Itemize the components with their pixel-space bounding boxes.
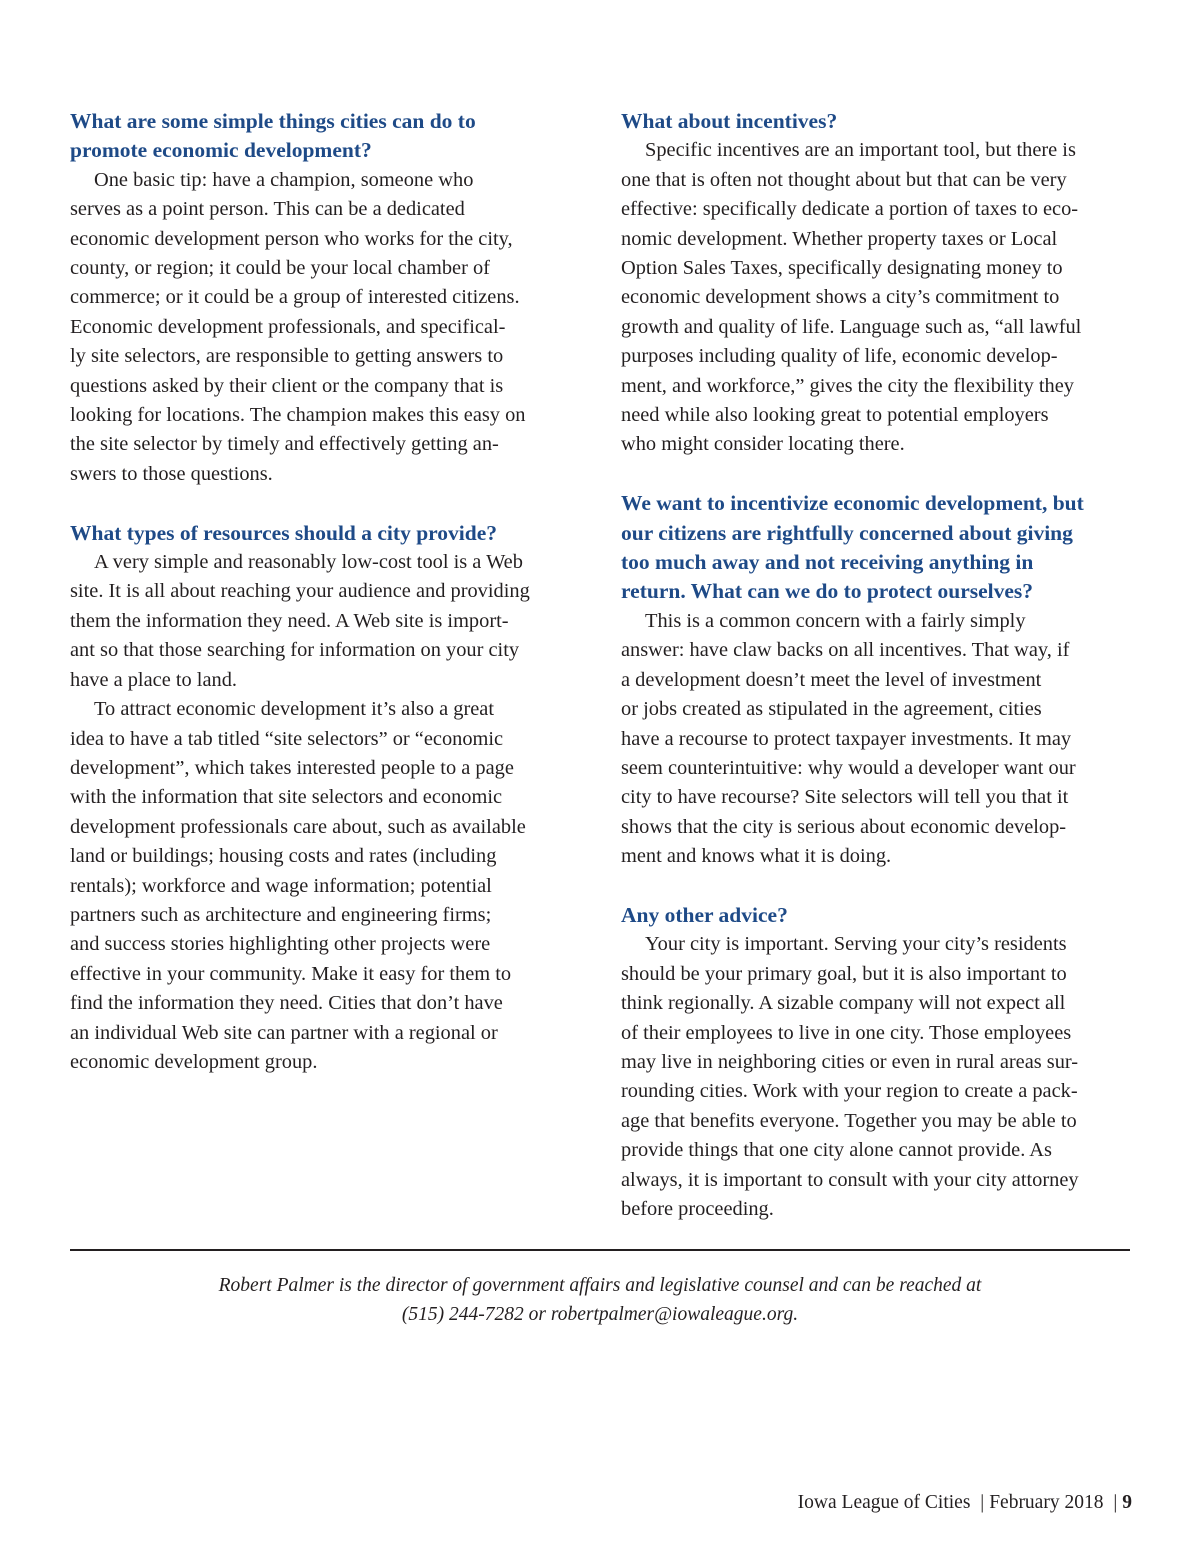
question-heading-protect-ourselves: We want to incentivize economic development, but our citizens are rightfully concerned about giving too much away and not receiving anything in return. What can we do to protect ourselves? [621,491,1084,604]
question-heading-simple-things: What are some simple things cities can do to promote economic development? [70,109,476,163]
footer-separator: | [1113,1492,1118,1513]
question-heading-other-advice: Any other advice? [621,902,788,927]
answer-paragraph-website: A very simple and reasonably low-cost tool is a Web site. It is all about reaching your audience and providing them the information they need. A Web site is import- ant so that those searching for information on your city have a place to land. [70,551,530,691]
page-number: 9 [1122,1492,1132,1513]
answer-paragraph-think-regionally: Your city is important. Serving your city’s residents should be your primary goal, but it is also important to think regionally. A sizable company will not expect all of their employees to live in one city. Those employees may live in neighboring cities or even in rural areas sur- rounding cities. Work with your region to create a pack- age that benefits everyone. Together you may be able to provide things that one city alone cannot provide. As always, it is important to consult with your city attorney before proceeding. [621,933,1079,1220]
section-gap [621,872,1133,901]
right-column [621,107,1133,1224]
question-heading-incentives: What about incentives? [621,109,838,133]
question-heading-resources: What types of resources should a city provide? [70,520,498,545]
answer-paragraph-site-selectors-tab: To attract economic development it’s also a great idea to have a tab titled “site selectors” or “economic development”, which takes interested people to a page with the information that site selectors and economic development professionals care about, such as available land or buildings; housing costs and rates (including rentals); workforce and wage information; potential partners such as architecture and engineering firms; and success stories highlighting other projects were effective in your community. Make it easy for them to find the information they need. Cities that don’t have an individual Web site can partner with a regional or economic development group. [70,698,526,1073]
footer-separator: | [980,1492,985,1513]
page-footer [798,1490,1132,1516]
issue-date: February 2018 [989,1492,1104,1513]
section-gap [621,460,1133,489]
author-bio: Robert Palmer is the director of government affairs and legislative counsel and can be reached at (515) 244-7282 or robertpalmer@iowaleague.org. [218,1275,982,1326]
section-divider [70,1249,1130,1251]
answer-paragraph-claw-backs: This is a common concern with a fairly simply answer: have claw backs on all incentives. That way, if a development doesn’t meet the level of investment or jobs created as stipulated in the agreement, cities have a recourse to protect taxpayer investments. It may seem counterintuitive: why would a developer want our city to have recourse? Site selectors will tell you that it shows that the city is serious about economic develop- ment and knows what it is doing. [621,609,1076,868]
answer-paragraph-dedicate-taxes: Specific incentives are an important tool, but there is one that is often not thought about but that can be very effective: specifically dedicate a portion of taxes to eco- nomic development. Whether property taxes or Local Option Sales Taxes, specifically designating money to economic development shows a city’s commitment to growth and quality of life. Language such as, “all lawful purposes including quality of life, economic develop- ment, and workforce,” gives the city the flexibility they need while also looking great to potential employers who might consider locating there. [621,139,1082,456]
left-column [70,107,582,1077]
publication-name: Iowa League of Cities [797,1492,971,1513]
section-gap [70,489,582,518]
answer-paragraph-champion: One basic tip: have a champion, someone who serves as a point person. This can be a dedicated economic development person who works for the city, county, or region; it could be your local chamber of commerce; or it could be a group of interested citizens. Economic development professionals, and specifical- ly site selectors, are responsible to getting answers to questions asked by their client or the company that is looking for locations. The champion makes this easy on the site selector by timely and effectively getting an- swers to those questions. [70,168,526,485]
